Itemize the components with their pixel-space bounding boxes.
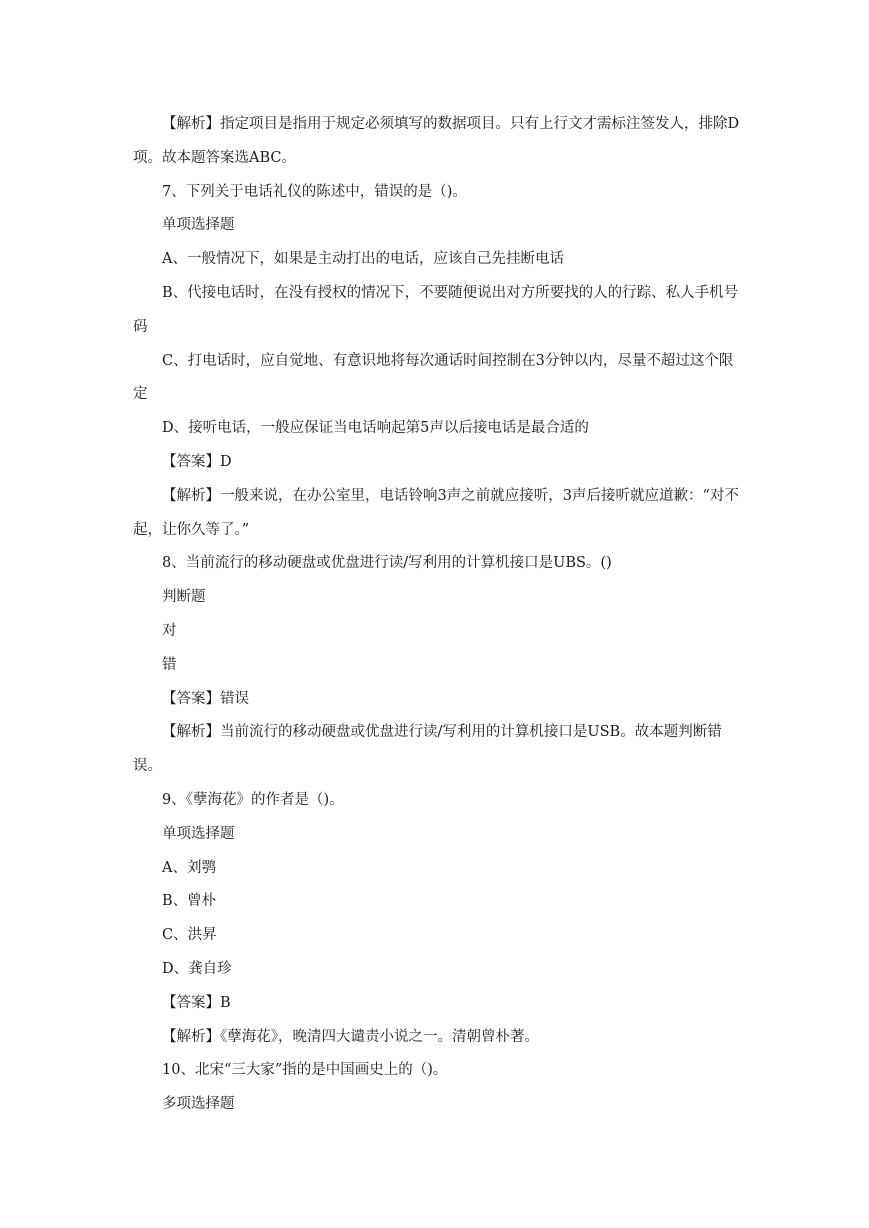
- question-7: 7、下列关于电话礼仪的陈述中，错误的是（)。: [162, 183, 467, 200]
- question-9-option-d: D、龚自珍: [162, 960, 232, 977]
- question-7-option-a: A、一般情况下，如果是主动打出的电话，应该自己先挂断电话: [162, 251, 564, 268]
- question-9-option-c: C、洪昇: [162, 927, 217, 944]
- question-9-option-b: B、曾朴: [162, 893, 217, 910]
- question-7-option-c: C、打电话时，应自觉地、有意识地将每次通话时间控制在3分钟以内，尽量不超过这个限定: [133, 352, 734, 403]
- question-10: 10、北宋“三大家”指的是中国画史上的（)。: [162, 1062, 448, 1079]
- question-7-analysis: 【解析】一般来说，在办公室里，电话铃响3声之前就应接听，3声后接听就应道歉：“对不起，让你久等了。”: [133, 487, 739, 538]
- question-8-answer: 【答案】错误: [162, 690, 249, 707]
- question-9: 9、《孽海花》的作者是（)。: [162, 791, 344, 808]
- question-9-analysis: 【解析】《孽海花》，晚清四大谴责小说之一。清朝曾朴著。: [162, 1028, 539, 1045]
- question-10-type: 多项选择题: [162, 1096, 235, 1113]
- question-9-answer: 【答案】B: [162, 994, 231, 1011]
- question-7-answer: 【答案】D: [162, 453, 232, 470]
- question-7-option-b: B、代接电话时，在没有授权的情况下，不要随便说出对方所要找的人的行踪、私人手机号码: [133, 284, 739, 335]
- question-9-option-a: A、刘鹗: [162, 859, 216, 876]
- question-7-type: 单项选择题: [162, 217, 235, 234]
- question-8-type: 判断题: [162, 589, 206, 606]
- question-8: 8、当前流行的移动硬盘或优盘进行读/写利用的计算机接口是UBS。(): [162, 555, 612, 572]
- question-9-type: 单项选择题: [162, 825, 235, 842]
- question-8-option-false: 错: [162, 656, 177, 673]
- document-body: [133, 108, 743, 1122]
- question-8-analysis: 【解析】当前流行的移动硬盘或优盘进行读/写利用的计算机接口是USB。故本题判断错误。: [133, 724, 722, 775]
- analysis-q6: 【解析】指定项目是指用于规定必须填写的数据项目。只有上行文才需标注签发人，排除D项。故本题答案选ABC。: [133, 116, 740, 166]
- question-7-option-d: D、接听电话，一般应保证当电话响起第5声以后接电话是最合适的: [162, 420, 589, 437]
- question-8-option-true: 对: [162, 622, 177, 639]
